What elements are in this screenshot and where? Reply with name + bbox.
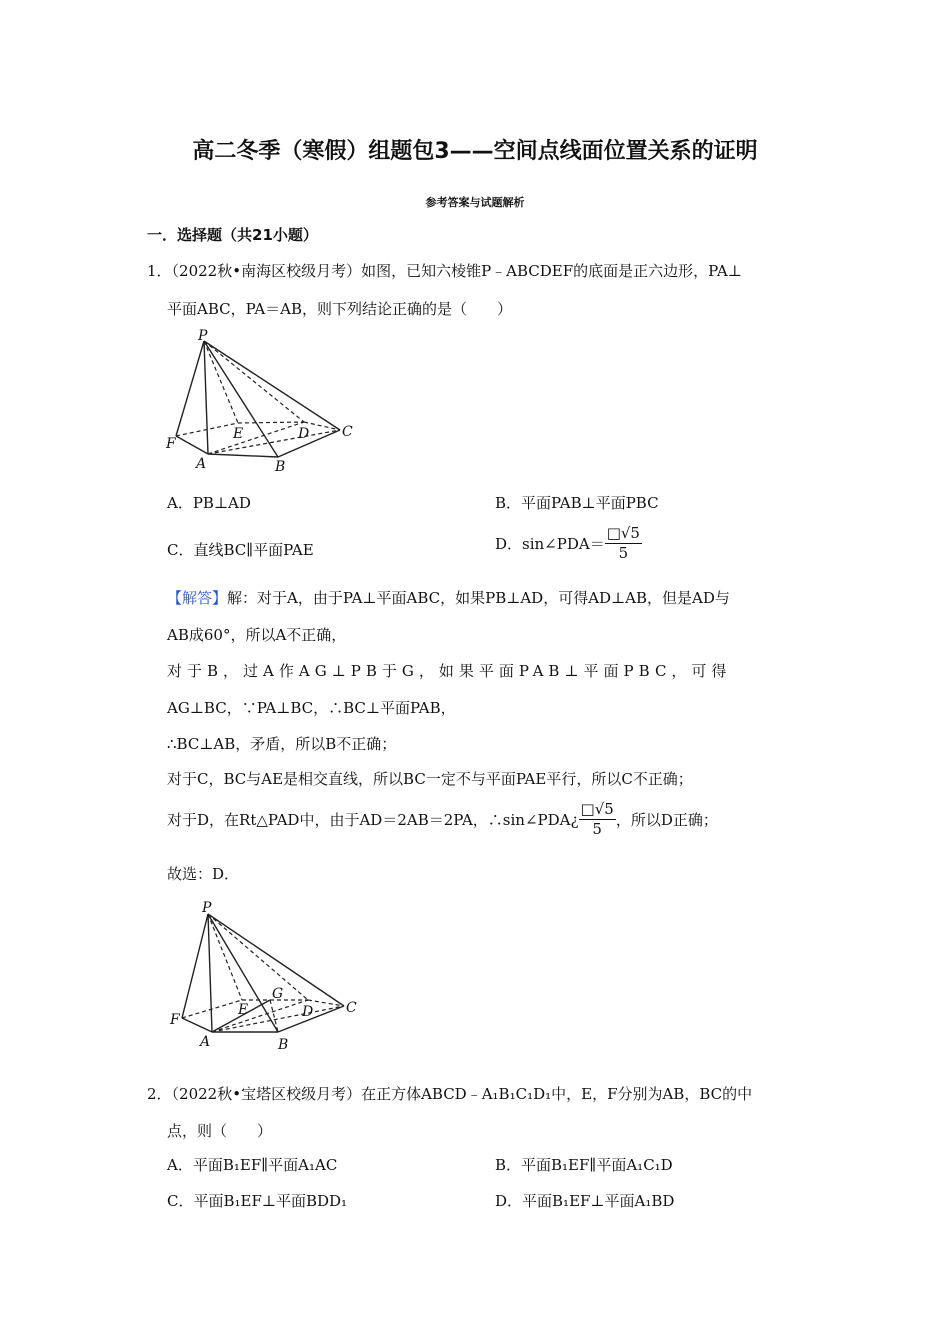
- q1-answer-d-suffix: ，所以D正确；: [615, 811, 718, 829]
- q1-pyramid-figure: [160, 326, 360, 476]
- q1-option-d: [495, 526, 642, 561]
- q1-answer-d-numerator: □√5: [580, 800, 614, 818]
- fig1-label-d: D: [298, 426, 310, 442]
- answer-tag: 【解答】: [167, 589, 228, 607]
- q1-answer-line3: 对于B，过A作AG⊥PB于G，如果平面PAB⊥平面PBC，可得: [167, 662, 732, 680]
- fig1-label-a: A: [196, 456, 207, 472]
- q1-answer-d-prefix: 对于D，在Rt△PAD中，由于AD＝2AB＝2PA，∴sin∠PDA¿: [167, 811, 579, 829]
- q2-option-a: A．平面B₁EF∥平面A₁AC: [167, 1156, 338, 1174]
- q1-option-d-denominator: 5: [618, 544, 629, 562]
- fig1-label-c: C: [342, 424, 353, 440]
- q1-answer-line7: [167, 802, 718, 837]
- q2-option-d: D．平面B₁EF⊥平面A₁BD: [495, 1192, 675, 1210]
- q1-answer-line1: [167, 587, 730, 608]
- fig2-label-p: P: [202, 900, 212, 916]
- q2-stem-line2: 点，则（ ）: [167, 1122, 273, 1140]
- q2-stem-line1: 2．（2022秋•宝塔区校级月考）在正方体ABCD﹣A₁B₁C₁D₁中，E，F分别为AB，BC的中: [147, 1085, 753, 1103]
- q1-answer-line2: AB成60°，所以A不正确，: [167, 626, 347, 644]
- fig2-label-f: F: [170, 1012, 180, 1028]
- q1-stem-line2: 平面ABC，PA＝AB，则下列结论正确的是（ ）: [167, 300, 513, 318]
- fig1-label-b: B: [275, 459, 286, 475]
- q2-option-b: B．平面B₁EF∥平面A₁C₁D: [495, 1156, 673, 1174]
- fig1-label-p: P: [198, 328, 208, 344]
- q1-option-b: B．平面PAB⊥平面PBC: [495, 494, 659, 512]
- fig2-label-c: C: [346, 1000, 357, 1016]
- fig2-label-a: A: [200, 1034, 211, 1050]
- fig2-label-e: E: [238, 1002, 249, 1018]
- fig2-label-g: G: [272, 986, 284, 1002]
- q1-option-c: C．直线BC∥平面PAE: [167, 541, 314, 559]
- q1-answer-text1: 解：对于A，由于PA⊥平面ABC，如果PB⊥AD，可得AD⊥AB，但是AD与: [227, 589, 730, 607]
- fig2-label-b: B: [278, 1037, 289, 1053]
- q1-option-d-numerator: □√5: [606, 524, 640, 542]
- q1-answer-choice: 故选：D．: [167, 865, 240, 883]
- q2-option-c: C．平面B₁EF⊥平面BDD₁: [167, 1192, 348, 1210]
- q1-solution-figure: [160, 896, 370, 1056]
- q1-answer-d-fraction: [579, 802, 616, 837]
- q1-stem-line1: 1．（2022秋•南海区校级月考）如图，已知六棱锥P﹣ABCDEF的底面是正六边形，PA⊥: [147, 262, 742, 280]
- section-heading: 一．选择题（共21小题）: [147, 226, 318, 244]
- fig1-label-e: E: [233, 426, 244, 442]
- q1-answer-line4: AG⊥BC，∵PA⊥BC，∴BC⊥平面PAB，: [167, 699, 456, 717]
- fig2-label-d: D: [302, 1004, 314, 1020]
- q1-option-d-prefix: D．sin∠PDA＝: [495, 535, 605, 553]
- q1-answer-line6: 对于C，BC与AE是相交直线，所以BC一定不与平面PAE平行，所以C不正确；: [167, 770, 693, 788]
- fig1-label-f: F: [166, 436, 176, 452]
- page-subtitle: 参考答案与试题解析: [425, 196, 525, 209]
- q1-answer-d-denominator: 5: [592, 820, 602, 838]
- q1-option-a: A．PB⊥AD: [167, 494, 251, 512]
- q1-option-d-fraction: [605, 526, 642, 561]
- page-title: 高二冬季（寒假）组题包3——空间点线面位置关系的证明: [192, 139, 758, 164]
- q1-answer-line5: ∴BC⊥AB，矛盾，所以B不正确；: [167, 735, 397, 753]
